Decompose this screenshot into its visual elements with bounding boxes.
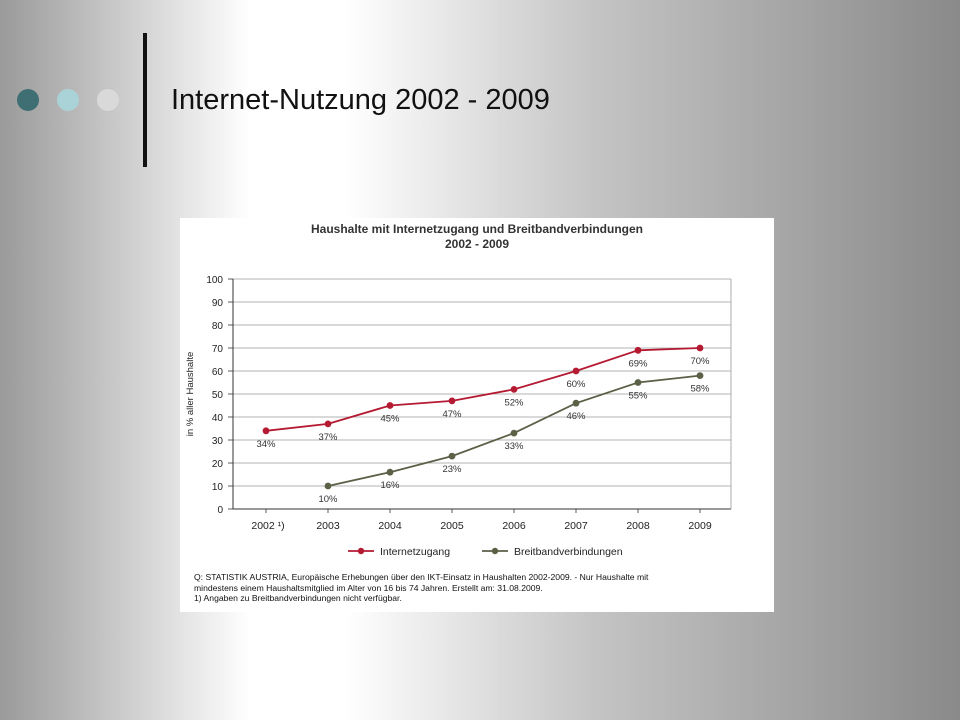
x-tick-label: 2005 <box>440 520 464 532</box>
data-label: 45% <box>380 413 400 425</box>
source-line-2: mindestens einem Haushaltsmitglied im Alter von 16 bis 74 Jahren. Erstellt am: 31.08.2009. <box>194 582 543 593</box>
source-line-1: Q: STATISTIK AUSTRIA, Europäische Erhebungen über den IKT-Einsatz in Haushalten 2002-2009. - Nur Haushalte mit <box>194 572 649 582</box>
data-point <box>325 483 332 490</box>
decor-dot-grey <box>97 89 119 111</box>
x-tick-label: 2002 ¹) <box>251 520 285 532</box>
y-tick-label: 40 <box>211 413 223 424</box>
data-point <box>635 347 642 354</box>
data-point <box>263 427 270 434</box>
data-point <box>697 345 704 352</box>
y-tick-label: 70 <box>211 344 223 355</box>
data-point <box>387 402 394 409</box>
x-tick-label: 2009 <box>688 520 712 532</box>
data-point <box>573 400 580 407</box>
data-label: 58% <box>690 383 710 395</box>
y-tick-label: 50 <box>211 390 223 401</box>
title-divider <box>143 33 147 167</box>
data-point <box>511 430 518 437</box>
data-label: 23% <box>442 464 462 476</box>
source-line-3: 1) Angaben zu Breitbandverbindungen nicht verfügbar. <box>194 593 402 604</box>
data-label: 52% <box>504 397 524 409</box>
decor-dot-light-blue <box>57 89 79 111</box>
legend-label: Internetzugang <box>380 546 451 558</box>
legend-marker <box>492 548 498 554</box>
data-label: 37% <box>318 431 338 443</box>
y-tick-label: 60 <box>211 367 223 378</box>
data-point <box>697 372 704 379</box>
x-tick-label: 2007 <box>564 520 588 532</box>
legend-label: Breitbandverbindungen <box>514 546 623 558</box>
y-tick-label: 30 <box>211 436 223 447</box>
data-point <box>635 379 642 386</box>
y-tick-label: 90 <box>211 298 223 309</box>
decor-dot-teal <box>17 89 39 111</box>
y-tick-label: 10 <box>211 482 223 493</box>
slide-title: Internet-Nutzung 2002 - 2009 <box>171 84 550 116</box>
y-axis-label: in % aller Haushalte <box>185 351 196 437</box>
chart-title: Haushalte mit Internetzugang und Breitbandverbindungen <box>310 222 644 236</box>
data-label: 34% <box>256 438 276 450</box>
x-tick-label: 2008 <box>626 520 650 532</box>
y-tick-label: 100 <box>206 275 223 286</box>
data-label: 10% <box>318 494 338 505</box>
x-tick-label: 2006 <box>502 520 526 532</box>
data-label: 55% <box>628 390 648 402</box>
data-label: 60% <box>566 379 586 390</box>
data-point <box>449 453 456 460</box>
y-tick-label: 20 <box>211 459 223 470</box>
x-tick-label: 2003 <box>316 520 340 532</box>
data-label: 16% <box>380 480 400 492</box>
chart-figure <box>180 218 774 612</box>
data-point <box>573 368 580 375</box>
line-chart <box>180 218 774 568</box>
data-label: 47% <box>442 408 462 420</box>
y-tick-label: 0 <box>217 505 223 516</box>
chart-subtitle: 2002 - 2009 <box>444 237 510 251</box>
data-point <box>325 421 332 428</box>
x-tick-label: 2004 <box>378 520 402 532</box>
data-label: 70% <box>690 356 710 367</box>
data-point <box>511 386 518 393</box>
data-point <box>449 398 456 405</box>
y-tick-label: 80 <box>211 321 223 332</box>
chart-source-note <box>194 572 769 604</box>
data-point <box>387 469 394 476</box>
data-label: 46% <box>566 411 586 423</box>
legend-marker <box>358 548 364 554</box>
data-label: 69% <box>628 358 648 370</box>
data-label: 33% <box>504 441 524 453</box>
